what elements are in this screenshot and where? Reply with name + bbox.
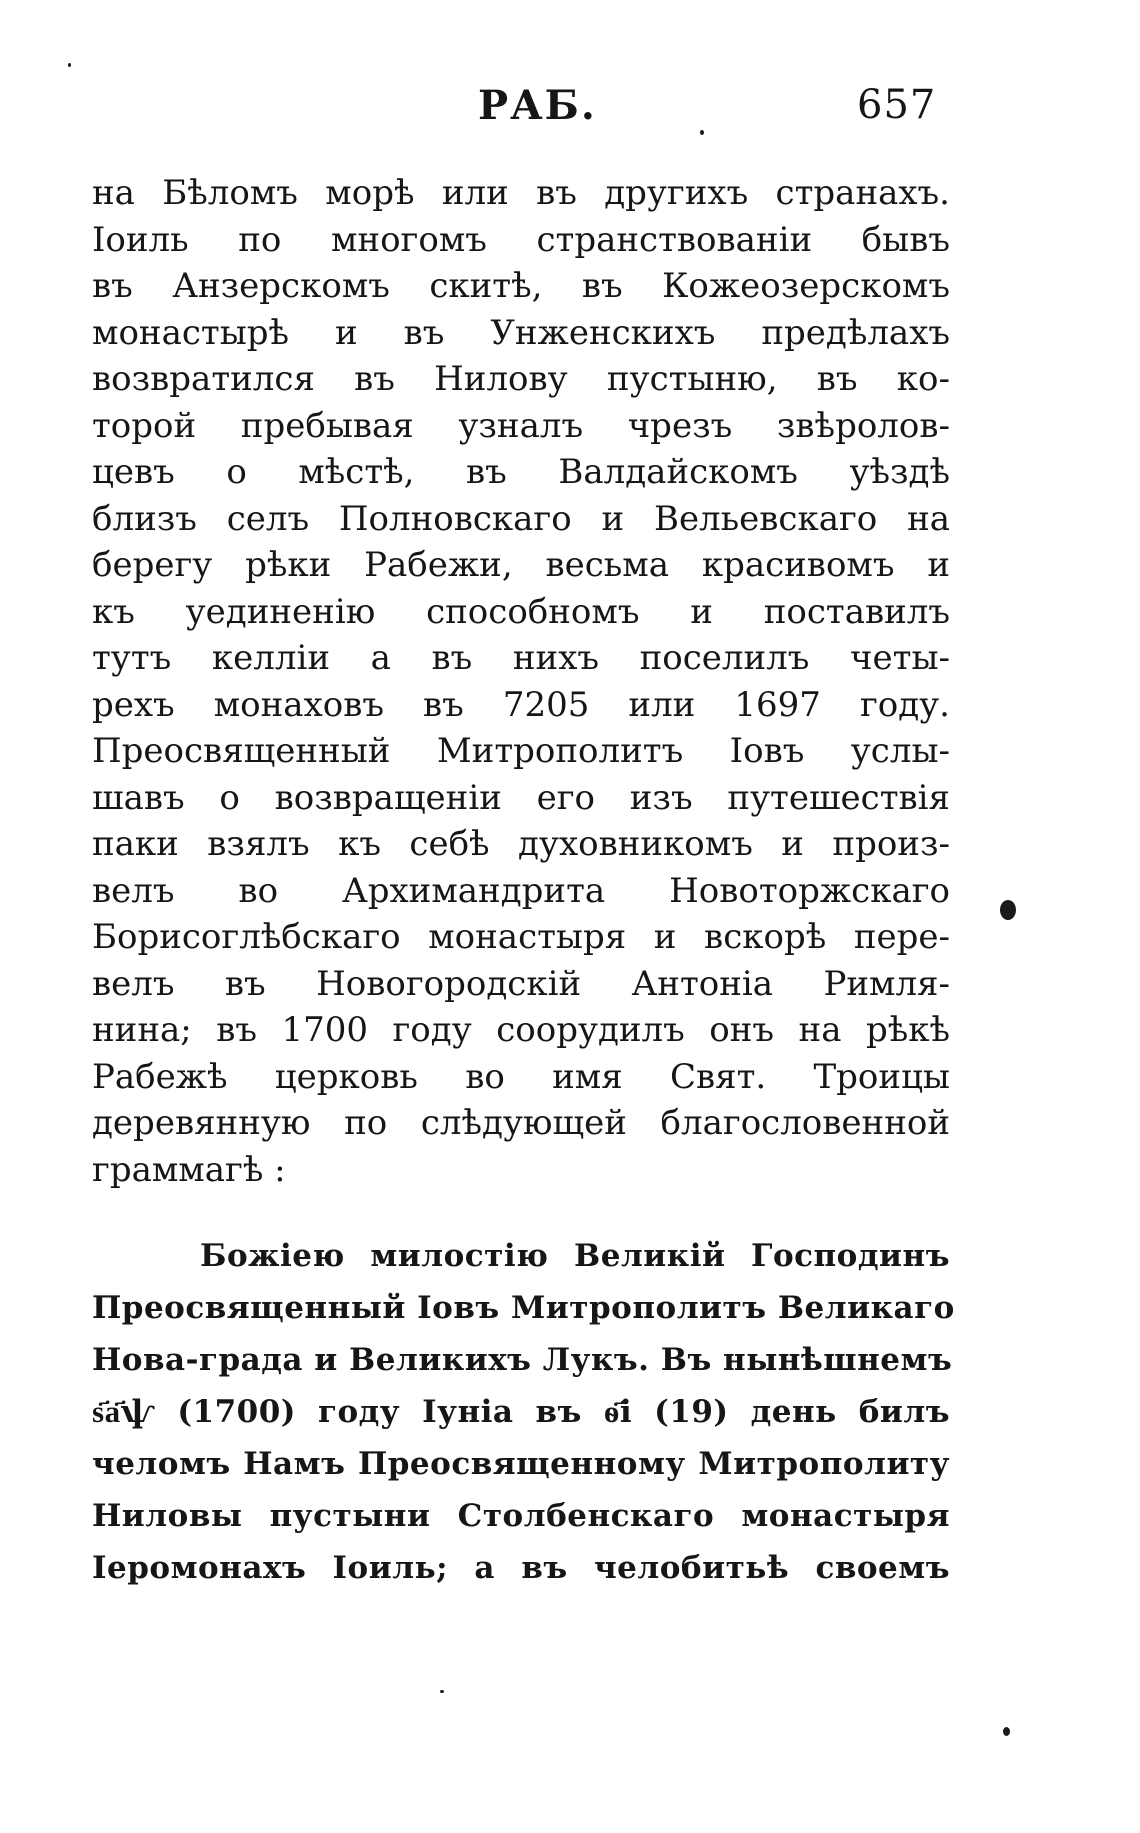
charter-line: Нова-града и Великихъ Лукъ. Въ нынѣшнемъ bbox=[92, 1342, 953, 1378]
ink-speck bbox=[1000, 900, 1016, 920]
ink-speck bbox=[68, 63, 71, 67]
text-line: берегу рѣки Рабежи, весьма красивомъ и bbox=[92, 545, 950, 585]
text-line: Преосвященный Митрополитъ Іовъ услы- bbox=[92, 731, 950, 771]
text-line: Іоиль по многомъ странствованіи бывъ bbox=[92, 219, 950, 260]
text-line: на Бѣломъ морѣ или въ другихъ странахъ. bbox=[92, 173, 950, 213]
text-line: цевъ о мѣстѣ, въ Валдайскомъ уѣздѣ bbox=[92, 452, 950, 492]
text-line: Рабежѣ церковь во имя Свят. Троицы bbox=[92, 1056, 950, 1097]
charter-line: Ниловы пустыни Столбенскаго монастыря bbox=[92, 1498, 950, 1534]
ink-speck bbox=[700, 130, 704, 135]
charter-line: ѕ҃а҃ѱ (1700) году Іуніа въ ѳ҃і (19) день билъ bbox=[92, 1394, 950, 1430]
text-line: близъ селъ Полновскаго и Вельевскаго на bbox=[92, 498, 950, 539]
text-line: паки взялъ къ себѣ духовникомъ и произ- bbox=[92, 824, 950, 864]
running-head-title: РАБ. bbox=[478, 82, 597, 129]
text-line: въ Анзерскомъ скитѣ, въ Кожеозерскомъ bbox=[92, 266, 950, 306]
charter-line: Преосвященный Іовъ Митрополитъ Великаго bbox=[92, 1290, 955, 1326]
text-line: деревянную по слѣдующей благословенной bbox=[92, 1103, 950, 1143]
main-paragraph bbox=[92, 170, 950, 1193]
text-line: тутъ келліи а въ нихъ поселилъ четы- bbox=[92, 638, 950, 678]
text-line: нина; въ 1700 году соорудилъ онъ на рѣкѣ bbox=[92, 1010, 950, 1050]
text-line: рехъ монаховъ въ 7205 или 1697 году. bbox=[92, 684, 950, 725]
text-line: велъ въ Новогородскій Антоніа Римля- bbox=[92, 963, 950, 1004]
charter-line: Іеромонахъ Іоиль; а въ челобитьѣ своемъ bbox=[92, 1550, 950, 1586]
charter-line: челомъ Намъ Преосвященному Митрополиту bbox=[92, 1446, 950, 1482]
text-line: шавъ о возвращеніи его изъ путешествія bbox=[92, 777, 950, 818]
text-line: граммагѣ : bbox=[92, 1149, 286, 1190]
text-line: Борисоглѣбскаго монастыря и вскорѣ пере- bbox=[92, 917, 950, 957]
charter-line: Божіею милостію Великій Господинъ bbox=[200, 1238, 950, 1274]
running-head bbox=[0, 82, 1140, 142]
text-line: велъ во Архимандрита Новоторжскаго bbox=[92, 870, 950, 911]
ink-speck bbox=[440, 1690, 444, 1693]
text-line: возвратился въ Нилову пустыню, въ ко- bbox=[92, 359, 950, 399]
text-line: торой пребывая узналъ чрезъ звѣролов- bbox=[92, 405, 950, 446]
text-line: монастырѣ и въ Унженскихъ предѣлахъ bbox=[92, 312, 950, 353]
charter-excerpt bbox=[92, 1230, 955, 1594]
text-line: къ уединенію способномъ и поставилъ bbox=[92, 591, 950, 632]
ink-speck bbox=[1003, 1727, 1010, 1736]
page-number: 657 bbox=[857, 82, 937, 128]
